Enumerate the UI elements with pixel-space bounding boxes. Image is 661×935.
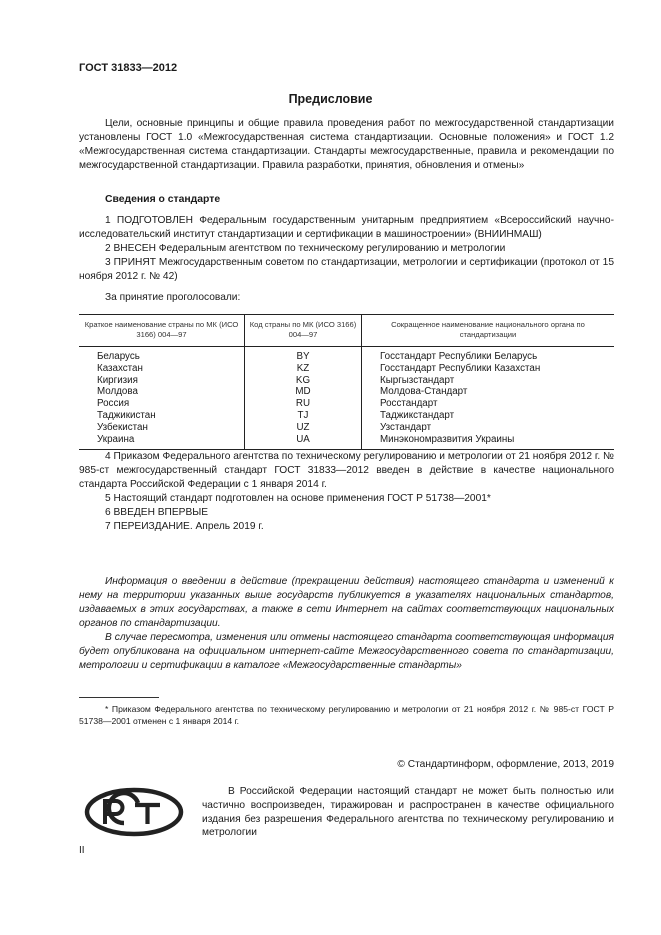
country-code: BY (245, 347, 362, 363)
table-row (79, 363, 614, 375)
country-name: Узбекистан (97, 421, 148, 433)
country-code: RU (245, 398, 362, 410)
standards-body: Таджикстандарт (362, 410, 615, 422)
country-name: Россия (97, 398, 130, 410)
intro-paragraph: Цели, основные принципы и общие правила проведения работ по межгосударственной стандартизации установлены ГОСТ 1.0 «Межгосударственная система стандартизации. Основные положения» и ГОСТ 1.2 «Межгосударственная система стандартизации. Стандарты межгосударственные, правила и рекомендации по межгосударственной стандартизации. Правила разработки, принятия, обновления и отмены» (79, 118, 614, 171)
table-header-row (79, 315, 614, 347)
info-item: 1 ПОДГОТОВЛЕН Федеральным государственным унитарным предприятием «Всероссийский научно-исследовательский институт стандартизации и сертификации в машиностроении» (ВНИИНМАШ) (79, 215, 614, 240)
footnote-divider (79, 697, 159, 698)
table-row (79, 398, 614, 410)
column-header: Код страны по МК (ИСО 3166) 004—97 (245, 315, 362, 347)
country-code: MD (245, 386, 362, 398)
standard-code: ГОСТ 31833—2012 (79, 62, 178, 74)
standards-body: Молдова-Стандарт (362, 386, 615, 398)
voting-table (79, 314, 614, 450)
country-code: UA (245, 434, 362, 450)
country-code: UZ (245, 422, 362, 434)
table-row (79, 386, 614, 398)
rights-notice: В Российской Федерации настоящий стандарт не может быть полностью или частично воспроизведен, тиражирован и распространен в качестве официального издания без разрешения Федерального агентства по техническому регулированию и метрологии (202, 786, 614, 839)
standards-body: Кыргызстандарт (362, 375, 615, 387)
standards-body: Узстандарт (362, 422, 615, 434)
copyright-line: © Стандартинформ, оформление, 2013, 2019 (397, 759, 614, 770)
voted-label: За принятие проголосовали: (105, 292, 241, 303)
table-row (79, 422, 614, 434)
country-name: Беларусь (97, 351, 140, 362)
info-item: 4 Приказом Федерального агентства по техническому регулированию и метрологии от 21 ноября 2012 г. № 985-ст межгосударственный стандарт ГОСТ 31833—2012 введен в действие в качестве национального стандарта Российской Федерации с 1 января 2014 г. (79, 451, 614, 490)
country-code: KZ (245, 363, 362, 375)
info-item: 7 ПЕРЕИЗДАНИЕ. Апрель 2019 г. (105, 521, 264, 532)
standards-body: Росстандарт (362, 398, 615, 410)
standards-body: Госстандарт Республики Казахстан (362, 363, 615, 375)
country-name: Киргизия (97, 374, 138, 386)
country-code: TJ (245, 410, 362, 422)
table-row (79, 375, 614, 387)
page-number: II (79, 845, 85, 856)
notice-paragraph: В случае пересмотра, изменения или отмены настоящего стандарта соответствующая информация будет опубликована на официальном интернет-сайте Межгосударственного совета по стандартизации, метрологии и сертификации в каталоге «Межгосударственные стандарты» (79, 632, 614, 671)
info-item: 5 Настоящий стандарт подготовлен на основе применения ГОСТ Р 51738—2001* (105, 493, 491, 504)
table-row (79, 347, 614, 363)
page-title: Предисловие (288, 92, 373, 106)
notice-paragraph: Информация о введении в действие (прекращении действия) настоящего стандарта и изменений к нему на территории указанных выше государств публикуется в указателях национальных стандартов, издаваемых в этих государствах, а также в сети Интернет на сайтах соответствующих национальных органов по стандартизации. (79, 576, 614, 629)
standard-info-list (79, 214, 614, 284)
country-name: Казахстан (97, 362, 143, 374)
country-code: KG (245, 375, 362, 387)
info-item: 2 ВНЕСЕН Федеральным агентством по техническому регулированию и метрологии (105, 243, 506, 254)
footnote: * Приказом Федерального агентства по техническому регулированию и метрологии от 21 ноября 2012 г. № 985-ст ГОСТ Р 51738—2001 отменен с 1 января 2014 г. (79, 704, 614, 726)
table-row (79, 434, 614, 450)
adoption-info-list (79, 450, 614, 534)
table-row (79, 410, 614, 422)
column-header: Краткое наименование страны по МК (ИСО 3166) 004—97 (79, 315, 245, 347)
standards-body: Госстандарт Республики Беларусь (362, 347, 615, 363)
info-item: 6 ВВЕДЕН ВПЕРВЫЕ (105, 507, 209, 518)
rst-logo-icon (84, 786, 184, 843)
country-name: Молдова (97, 386, 138, 398)
column-header: Сокращенное наименование национального органа по стандартизации (362, 315, 615, 347)
country-name: Украина (79, 434, 245, 450)
info-heading: Сведения о стандарте (105, 194, 221, 205)
country-name: Таджикистан (97, 409, 156, 421)
info-item: 3 ПРИНЯТ Межгосударственным советом по стандартизации, метрологии и сертификации (протокол от 15 ноября 2012 г. № 42) (79, 257, 614, 282)
publication-notice (79, 575, 614, 673)
standards-body: Минэкономразвития Украины (362, 434, 615, 450)
